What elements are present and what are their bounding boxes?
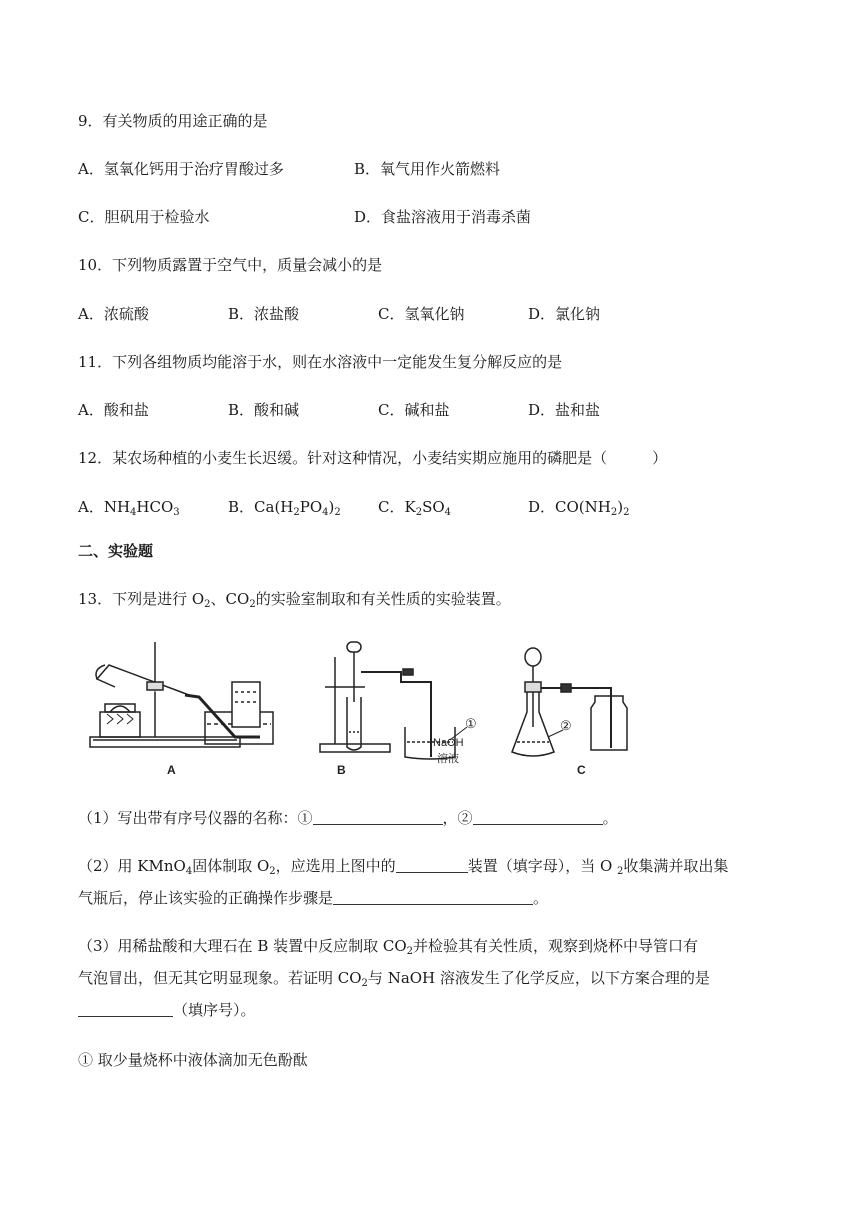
solution-label: 溶液 [437, 752, 459, 765]
question-10-option-d: D．氯化钠 [528, 305, 601, 323]
apparatus-figure [85, 632, 665, 782]
question-13-part-1: （1）写出带有序号仪器的名称：① ，② 。 [78, 809, 618, 827]
question-10-option-a: A．浓硫酸 [78, 305, 149, 323]
figure-label-a: A [167, 763, 176, 777]
question-10-option-b: B．浓盐酸 [228, 305, 300, 323]
apparatus-b [320, 642, 477, 777]
question-12-option-c: C．$K_2SO_4$ [378, 498, 452, 518]
question-13-option-1: ① 取少量烧杯中液体滴加无色酚酞 [78, 1051, 308, 1069]
answer-blank-5[interactable] [78, 1002, 173, 1017]
question-9-option-c: C．胆矾用于检验水 [78, 208, 210, 226]
answer-blank-4[interactable] [333, 890, 533, 905]
apparatus-a [90, 642, 273, 777]
apparatus-c [512, 648, 627, 777]
question-10-stem: 10．下列物质露置于空气中，质量会减小的是 [78, 256, 383, 274]
question-13-part-3-line-2: 气泡冒出，但无其它明显现象。若证明 $CO_2$与 NaOH 溶液发生了化学反应，以下方案合理的是 [78, 969, 710, 989]
mark-2: ② [560, 719, 572, 734]
figure-label-b: B [337, 763, 346, 777]
question-10-option-c: C．氢氧化钠 [378, 305, 465, 323]
answer-blank-3[interactable] [396, 858, 468, 873]
question-13-stem: 13．下列是进行 $O_2$、$CO_2$的实验室制取和有关性质的实验装置。 [78, 590, 511, 610]
question-13-part-2-line-2: 气瓶后，停止该实验的正确操作步骤是 。 [78, 889, 549, 907]
question-12-option-d: D．$CO(NH_2)_2$ [528, 498, 630, 518]
question-9-stem: 9．有关物质的用途正确的是 [78, 112, 268, 130]
question-13-part-3-line-1: （3）用稀盐酸和大理石在 B 装置中反应制取 $CO_2$并检验其有关性质，观察到烧杯中导管口有 [78, 937, 699, 957]
question-11-option-d: D．盐和盐 [528, 401, 601, 419]
question-12-option-a: A．$NH_4HCO_3$ [78, 498, 180, 518]
question-11-option-b: B．酸和碱 [228, 401, 300, 419]
question-13-part-2-line-1: （2）用 KMnO$_4$固体制取 $O_2$，应选用上图中的 装置（填字母），当 O $_2$收集满并取出集 [78, 857, 729, 877]
question-9-option-b: B．氧气用作火箭燃料 [354, 160, 501, 178]
answer-blank-1[interactable] [313, 810, 443, 825]
question-9-option-d: D．食盐溶液用于消毒杀菌 [354, 208, 532, 226]
question-12-stem: 12．某农场种植的小麦生长迟缓。针对这种情况，小麦结实期应施用的磷肥是（ ） [78, 449, 668, 467]
question-12-option-b: B．$Ca(H_2PO_4)_2$ [228, 498, 341, 518]
question-13-part-3-line-3: （填序号）。 [78, 1000, 256, 1020]
question-9-option-a: A．氢氧化钙用于治疗胃酸过多 [78, 160, 284, 178]
mark-1: ① [465, 717, 477, 732]
question-11-option-c: C．碱和盐 [378, 401, 450, 419]
naoh-label: NaOH [433, 737, 464, 749]
section-title: 二、实验题 [78, 542, 154, 560]
question-11-option-a: A．酸和盐 [78, 401, 149, 419]
question-11-stem: 11．下列各组物质均能溶于水，则在水溶液中一定能发生复分解反应的是 [78, 353, 563, 371]
figure-label-c: C [577, 763, 586, 777]
answer-blank-2[interactable] [473, 810, 603, 825]
